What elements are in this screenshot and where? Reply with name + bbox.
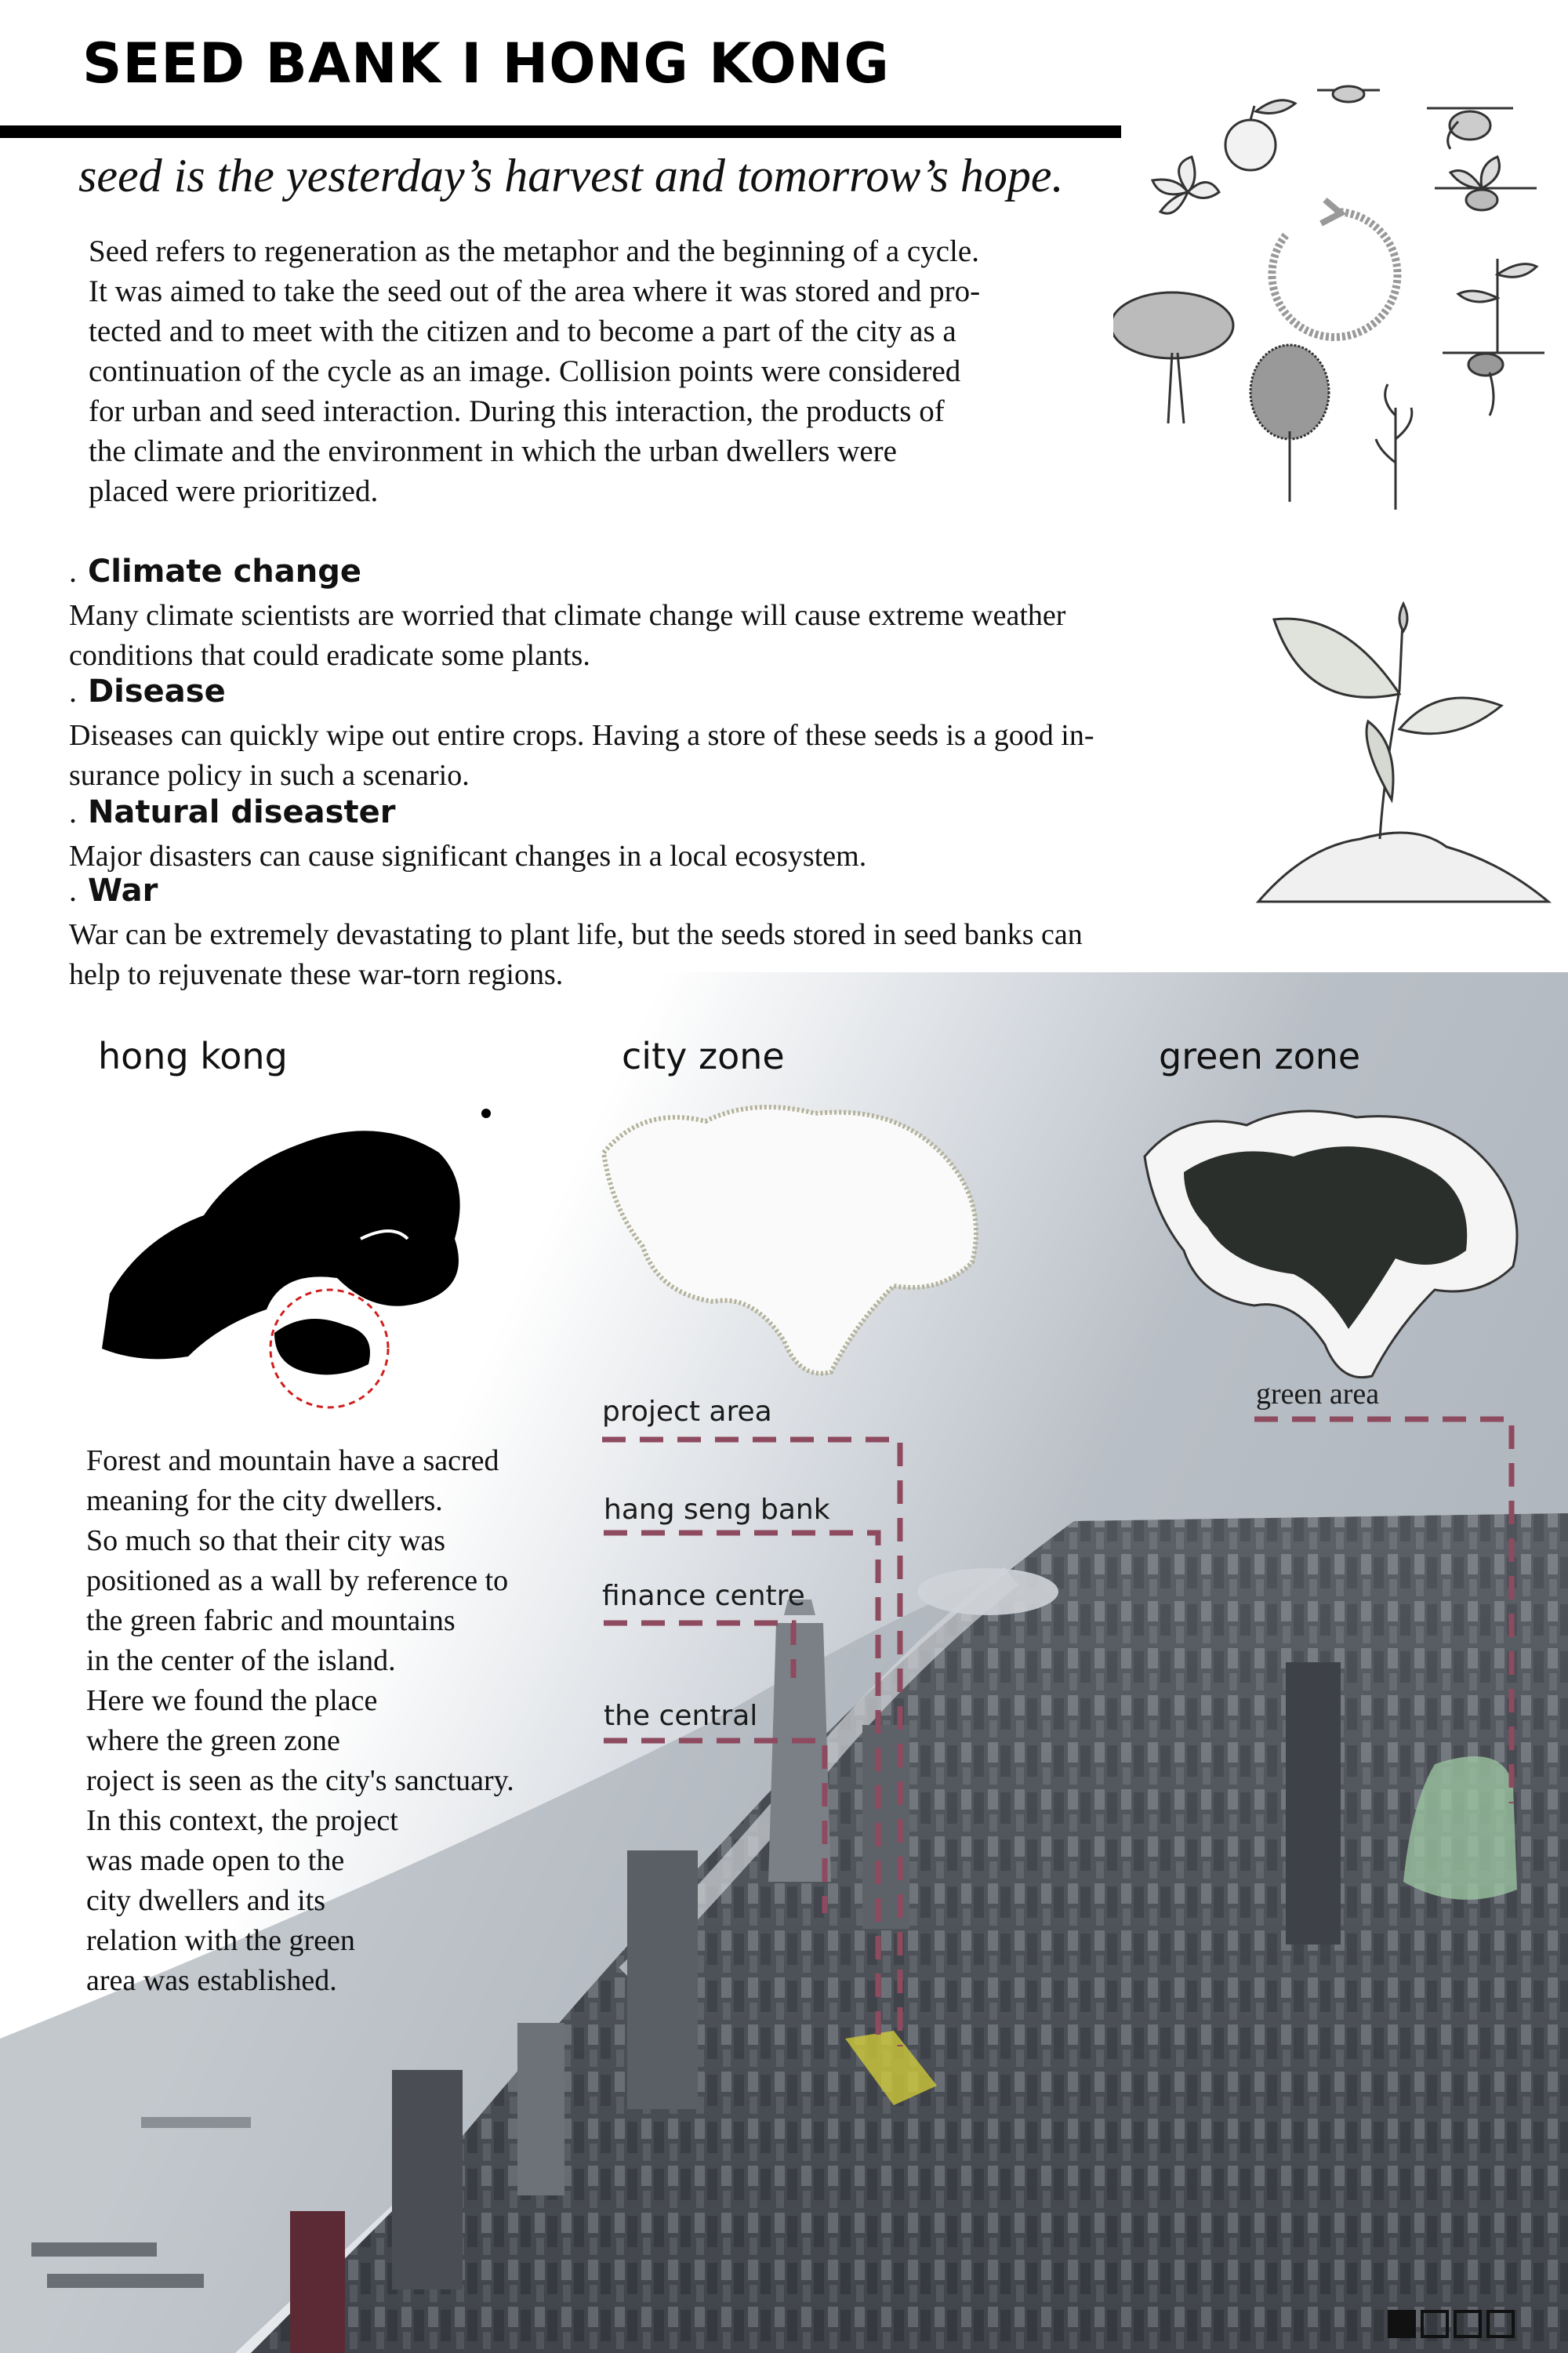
forest-line: Forest and mountain have a sacred xyxy=(86,1444,499,1477)
issue-title-text: Disease xyxy=(87,674,226,710)
issue-bullet: . xyxy=(69,873,77,908)
page-dot-4 xyxy=(1486,2310,1515,2338)
issue-text-disaster xyxy=(69,837,866,877)
issue-bullet: . xyxy=(69,554,77,589)
intro-line: It was aimed to take the seed out of the area where it was stored and pro- xyxy=(89,274,981,308)
issue-line: conditions that could eradicate some plants. xyxy=(69,639,590,672)
issue-line: Major disasters can cause significant changes in a local ecosystem. xyxy=(69,840,867,873)
forest-line: In this context, the project xyxy=(86,1804,398,1837)
intro-paragraph xyxy=(89,231,1108,511)
issue-line: War can be extremely devastating to plant life, but the seeds stored in seed banks can xyxy=(69,918,1083,951)
page-dot-3 xyxy=(1454,2310,1482,2338)
issue-text-disease xyxy=(69,716,1094,796)
forest-line: roject is seen as the city's sanctuary. xyxy=(86,1764,514,1797)
intro-line: Seed refers to regeneration as the metaphor and the beginning of a cycle. xyxy=(89,234,979,268)
intro-line: the climate and the environment in which the urban dwellers were xyxy=(89,434,897,468)
forest-line: city dwellers and its xyxy=(86,1884,325,1917)
sprout-icon xyxy=(1243,588,1556,933)
zone-label-city-zone: city zone xyxy=(622,1035,785,1077)
hong-kong-map-icon xyxy=(78,1098,517,1411)
page-indicator xyxy=(1388,2310,1519,2342)
issue-line: help to rejuvenate these war-torn regions. xyxy=(69,958,564,991)
callout-the-central: the central xyxy=(604,1700,758,1732)
forest-line: where the green zone xyxy=(86,1724,340,1757)
tagline: seed is the yesterday’s harvest and tomorrow’s hope. xyxy=(78,150,1064,202)
forest-line: meaning for the city dwellers. xyxy=(86,1484,443,1517)
page-title: SEED BANK I HONG KONG xyxy=(82,31,890,96)
zone-label-hong-kong: hong kong xyxy=(98,1035,288,1077)
forest-line: Here we found the place xyxy=(86,1684,378,1717)
issue-title-climate xyxy=(69,553,361,590)
page-dot-1 xyxy=(1388,2310,1416,2338)
issue-title-text: Climate change xyxy=(87,554,361,590)
issue-bullet: . xyxy=(69,794,77,830)
issue-line: surance policy in such a scenario. xyxy=(69,759,470,792)
forest-line: positioned as a wall by reference to xyxy=(86,1564,509,1597)
issue-line: Many climate scientists are worried that climate change will cause extreme weather xyxy=(69,599,1066,632)
forest-line: area was established. xyxy=(86,1964,337,1997)
issue-text-war xyxy=(69,915,1083,995)
issue-title-text: Natural diseaster xyxy=(87,794,396,830)
issue-text-climate xyxy=(69,596,1065,676)
intro-line: for urban and seed interaction. During this interaction, the products of xyxy=(89,394,945,428)
intro-line: placed were prioritized. xyxy=(89,474,379,508)
issue-title-disease xyxy=(69,673,226,710)
page-dot-2 xyxy=(1421,2310,1449,2338)
forest-line: relation with the green xyxy=(86,1924,355,1957)
intro-line: continuation of the cycle as an image. Collision points were considered xyxy=(89,354,961,388)
issue-line: Diseases can quickly wipe out entire crops. Having a store of these seeds is a good in- xyxy=(69,719,1094,752)
forest-paragraph xyxy=(86,1441,514,2001)
callout-project-area: project area xyxy=(602,1396,772,1428)
forest-line: So much so that their city was xyxy=(86,1524,446,1557)
intro-line: tected and to meet with the citizen and to become a part of the city as a xyxy=(89,314,956,348)
forest-line: was made open to the xyxy=(86,1844,345,1877)
issue-title-war xyxy=(69,872,158,909)
forest-line: in the center of the island. xyxy=(86,1644,396,1677)
green-zone-map-icon xyxy=(1137,1094,1544,1392)
issue-title-text: War xyxy=(87,873,158,909)
callout-finance-centre: finance centre xyxy=(602,1580,805,1612)
title-underline xyxy=(0,125,1121,138)
callout-green-area: green area xyxy=(1256,1378,1380,1411)
issue-title-disaster xyxy=(69,793,395,830)
callout-hang-seng-bank: hang seng bank xyxy=(604,1494,830,1526)
city-zone-map-icon xyxy=(596,1090,1004,1388)
zone-label-green-zone: green zone xyxy=(1159,1035,1361,1077)
seed-cycle-icon xyxy=(1113,63,1552,517)
forest-line: the green fabric and mountains xyxy=(86,1604,456,1637)
issue-bullet: . xyxy=(69,674,77,709)
